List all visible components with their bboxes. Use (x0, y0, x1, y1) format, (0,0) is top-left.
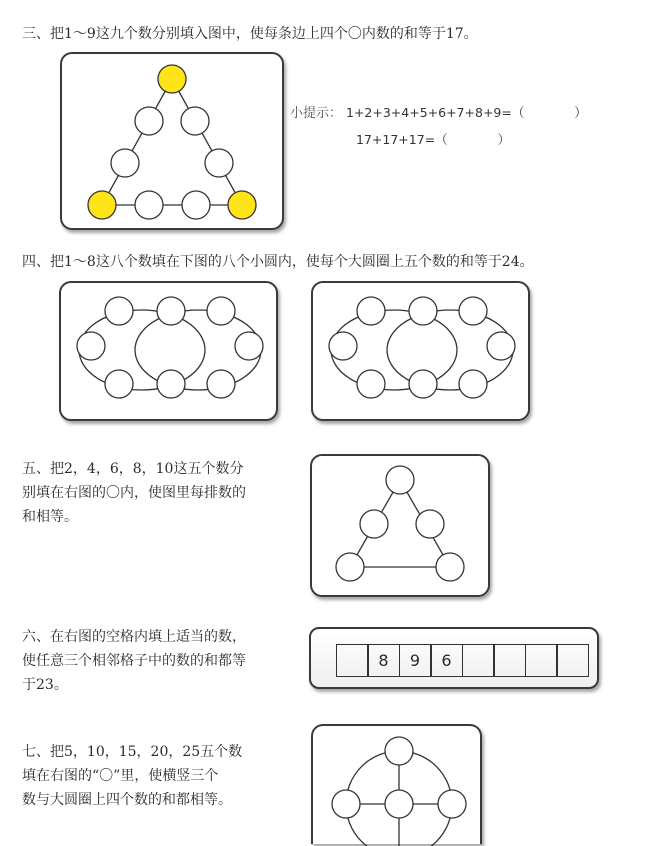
q7-line-3: 数与大圆圈上四个数的和都相等。 (22, 792, 232, 808)
q6-cell[interactable]: 6 (430, 644, 463, 677)
q4-small-circle[interactable] (459, 297, 487, 325)
q4-small-circle[interactable] (487, 332, 515, 360)
q4-small-circle[interactable] (409, 370, 437, 398)
q3-corner-circle[interactable] (228, 191, 256, 219)
q6-line-2: 使任意三个相邻格子中的数的和都等 (22, 653, 246, 669)
question-4-text: 四、把1～8这八个数填在下图的八个小圆内，使每个大圆圈上五个数的和等于24。 (22, 254, 534, 270)
q3-hint-line-2 (356, 130, 510, 148)
q7-line-1: 七、把5，10，15，20，25五个数 (22, 744, 243, 760)
q3-hint-label: 小提示： (290, 106, 343, 121)
q6-cell-row (337, 644, 589, 677)
q4-small-circle[interactable] (77, 332, 105, 360)
q3-circle[interactable] (182, 191, 210, 219)
q3-left-edge (102, 79, 172, 205)
q5-circle[interactable] (360, 510, 388, 538)
q3-circle[interactable] (135, 191, 163, 219)
q5-circle[interactable] (336, 553, 364, 581)
q3-hint-sum-1-9: 1+2+3+4+5+6+7+8+9=（ (346, 105, 525, 120)
q5-line-3: 和相等。 (22, 509, 78, 525)
q7-circle[interactable] (332, 790, 360, 818)
q7-circle[interactable] (385, 790, 413, 818)
q6-cell[interactable] (462, 644, 495, 677)
q3-hint-close-1: ） (574, 105, 587, 120)
q3-corner-circle[interactable] (88, 191, 116, 219)
q5-triangle-card (310, 454, 490, 597)
question-3-text: 三、把1～9这九个数分别填入图中，使每条边上四个〇内数的和等于17。 (22, 26, 478, 42)
q3-triangle-card (60, 52, 284, 230)
q3-corner-circle[interactable] (158, 65, 186, 93)
q4-small-circle[interactable] (357, 370, 385, 398)
q3-triangle-diagram (62, 54, 286, 232)
q4-small-circle[interactable] (459, 370, 487, 398)
q6-line-1: 六、在右图的空格内填上适当的数， (22, 629, 246, 645)
q3-circle[interactable] (205, 149, 233, 177)
q7-line-2: 填在右图的“〇”里，使横竖三个 (22, 768, 219, 784)
q6-cell[interactable]: 8 (367, 644, 400, 677)
q4-small-circle[interactable] (235, 332, 263, 360)
q4-small-circle[interactable] (157, 297, 185, 325)
q3-circle[interactable] (135, 107, 163, 135)
q3-hint-sum-17: 17+17+17=（ (356, 132, 448, 147)
q4-rings-diagram-right (313, 283, 532, 423)
q6-cell[interactable] (493, 644, 526, 677)
q4-card-left (59, 281, 278, 421)
q4-small-circle[interactable] (207, 370, 235, 398)
q4-small-circle[interactable] (157, 370, 185, 398)
q5-circle[interactable] (416, 510, 444, 538)
q7-wheel-diagram (313, 726, 484, 846)
q6-line-3: 于23。 (22, 677, 68, 693)
q4-small-circle[interactable] (207, 297, 235, 325)
q4-small-circle[interactable] (329, 332, 357, 360)
q6-cell[interactable]: 9 (399, 644, 432, 677)
q4-card-right (311, 281, 530, 421)
q3-hint-close-2: ） (497, 132, 511, 147)
q3-right-edge (172, 79, 242, 205)
question-6-text (22, 625, 292, 697)
q6-cell[interactable] (556, 644, 589, 677)
q5-circle[interactable] (386, 466, 414, 494)
question-5-text (22, 457, 292, 529)
q6-cell[interactable] (336, 644, 369, 677)
q4-rings-diagram-left (61, 283, 280, 423)
q6-grid-card (309, 627, 599, 689)
q5-line-1: 五、把2，4，6，8，10这五个数分 (22, 461, 244, 477)
q4-small-circle[interactable] (105, 297, 133, 325)
q4-small-circle[interactable] (409, 297, 437, 325)
q7-wheel-card (311, 724, 482, 844)
q5-circle[interactable] (436, 553, 464, 581)
question-7-text (22, 740, 297, 812)
q4-small-circle[interactable] (357, 297, 385, 325)
q3-circle[interactable] (181, 107, 209, 135)
q6-cell[interactable] (525, 644, 558, 677)
q5-line-2: 别填在右图的〇内，使图里每排数的 (22, 485, 246, 501)
q3-hint-line-1 (290, 102, 587, 121)
q4-small-circle[interactable] (105, 370, 133, 398)
q5-triangle-diagram (312, 456, 492, 599)
q7-circle[interactable] (438, 790, 466, 818)
q7-circle[interactable] (385, 737, 413, 765)
q3-circle[interactable] (111, 149, 139, 177)
